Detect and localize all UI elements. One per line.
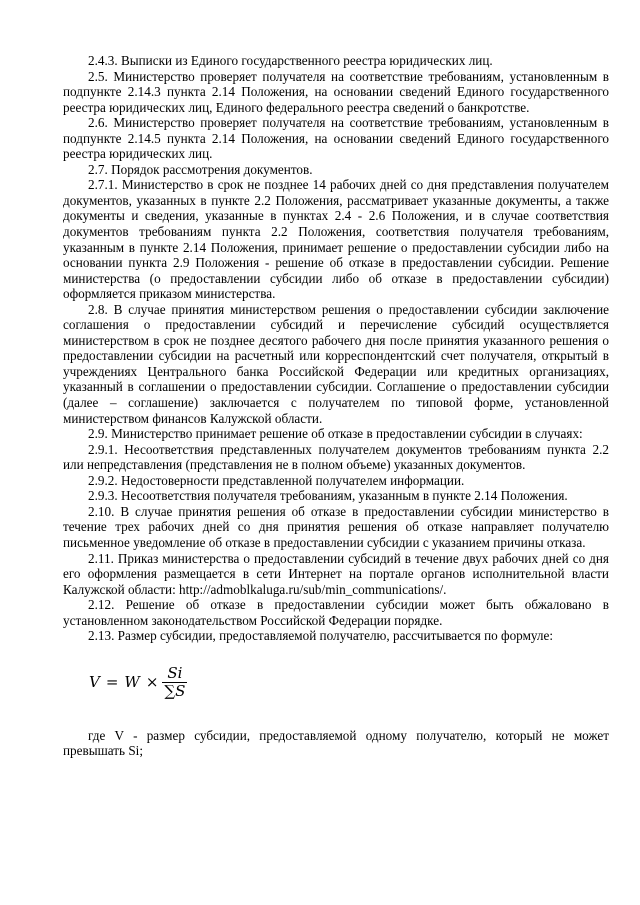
- paragraph-2-9-2: 2.9.2. Недостоверности представленной получателем информации.: [88, 472, 465, 488]
- paragraph-2-7: 2.7. Порядок рассмотрения документов.: [88, 161, 313, 177]
- paragraph-2-9: 2.9. Министерство принимает решение об отказе в предоставлении субсидии в случаях:: [88, 426, 583, 442]
- formula-lhs: V: [89, 673, 100, 692]
- subsidy-formula-block: [63, 644, 609, 728]
- paragraph-2-7-1: 2.7.1. Министерство в срок не позднее 14 рабочих дней со дня представления получателем документов, указанных в пункте 2.2 Положения, рассматривает указанные документы, а также документы и сведения, указанные в пунктах 2.4 - 2.6 Положения, и в случае соответствия документов требованиям пункта 2.2 Положения, соответствия получателя требованиям, указанным в пункте 2.14 Положения, принимает решение о предоставлении субсидии либо на основании пункта 2.9 Положения - решение об отказе в предоставлении субсидии. Решение министерства (о предоставлении субсидии либо об отказе в предоставлении субсидии) оформляется приказом министерства.: [63, 177, 609, 302]
- paragraph-2-4-3: 2.4.3. Выписки из Единого государственного реестра юридических лиц.: [88, 53, 493, 68]
- paragraph-2-5: 2.5. Министерство проверяет получателя на соответствие требованиям, установленным в подпункте 2.14.3 пункта 2.14 Положения, на основании сведений Единого государственного реестра юридических лиц, Единого федерального реестра сведений о банкротстве.: [63, 68, 609, 115]
- formula-w: W: [124, 673, 140, 692]
- paragraph-2-11: 2.11. Приказ министерства о предоставлении субсидий в течение двух рабочих дней со дня его оформления размещается в сети Интернет на портале органов исполнительной власти Калужской области: http://admoblkaluga.ru/sub/min_communications/.: [63, 550, 609, 597]
- paragraph-formula-legend: где V - размер субсидии, предоставляемой одному получателю, который не может превышать Si;: [63, 727, 609, 759]
- paragraph-2-9-1: 2.9.1. Несоответствия представленных получателем документов требованиям пункта 2.2 или непредставления (представления не в полном объеме) указанных документов.: [63, 441, 609, 473]
- formula-numerator: Si: [167, 663, 183, 682]
- paragraph-2-10: 2.10. В случае принятия решения об отказе в предоставлении субсидии министерство в течение трех рабочих дней со дня принятия решения об отказе направляет получателю письменное уведомление об отказе в предоставлении субсидии с указанием причины отказа.: [63, 503, 609, 550]
- paragraph-2-9-3: 2.9.3. Несоответствия получателя требованиям, указанным в пункте 2.14 Положения.: [88, 488, 568, 504]
- formula-equals: =: [105, 673, 119, 692]
- paragraph-2-12: 2.12. Решение об отказе в предоставлении субсидии может быть обжаловано в установленном законодательством Российской Федерации порядке.: [63, 597, 609, 628]
- document-body: [63, 53, 609, 759]
- formula-denominator: ∑S: [164, 682, 186, 701]
- paragraph-2-8: 2.8. В случае принятия министерством решения о предоставлении субсидии заключение соглашения о предоставлении субсидий и перечисление субсидий осуществляется министерством в срок не позднее десятого рабочего дня после принятия указанного решения о предоставлении субсидии на расчетный или корреспондентский счет получателя, открытый в учреждениях Центрального банка Российской Федерации или кредитных организациях, указанный в соглашении о предоставлении субсидии. Соглашение о предоставлении субсидии (далее – соглашение) заключается с получателем по типовой форме, установленной министерством финансов Калужской области.: [63, 301, 609, 426]
- subsidy-formula: [89, 663, 187, 701]
- paragraph-2-13: 2.13. Размер субсидии, предоставляемой получателю, рассчитывается по формуле:: [88, 628, 554, 644]
- paragraph-2-6: 2.6. Министерство проверяет получателя на соответствие требованиям, установленным в подпункте 2.14.5 пункта 2.14 Положения, на основании сведений Единого государственного реестра юридических лиц.: [63, 115, 609, 162]
- formula-times: ×: [145, 673, 159, 692]
- formula-fraction: [162, 663, 187, 701]
